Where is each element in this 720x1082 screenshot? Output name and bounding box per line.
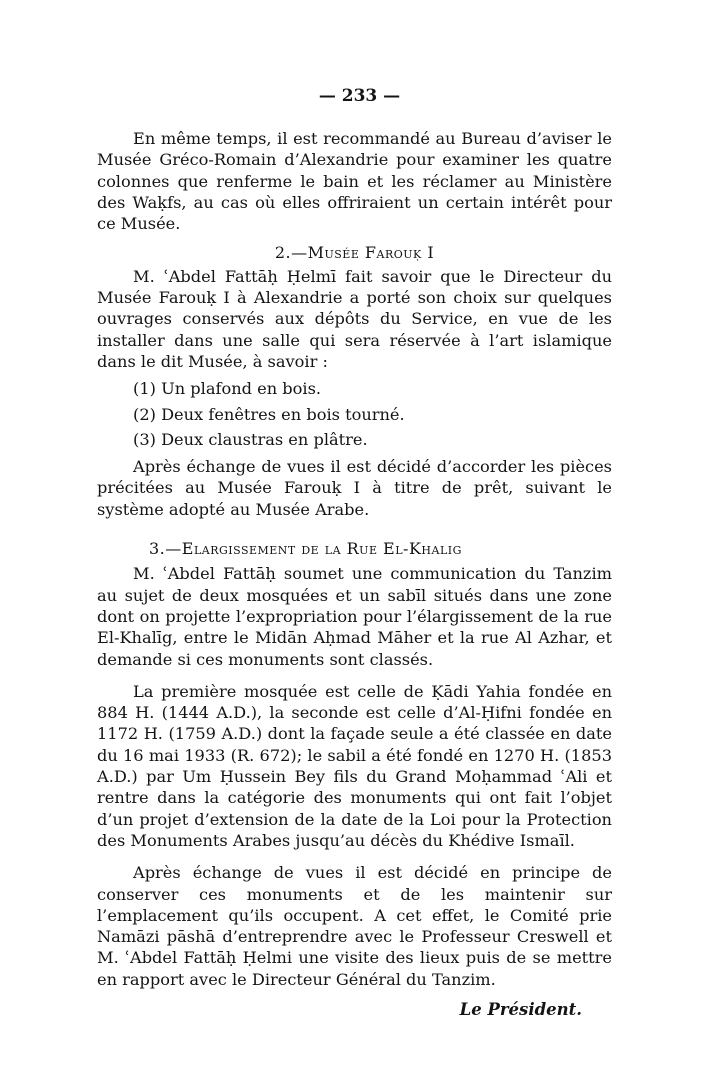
list-item-1: (1) Un plafond en bois. — [133, 379, 322, 399]
paragraph-khalig-decision: Après échange de vues il est décidé en principe de conserver ces monuments et de les maintenir sur l’emplacement qu’ils occupent. A cet effet, le Comité prie Namāzi pāshā d’entreprendre avec le Professeur Creswell et M. ʿAbdel Fattāḥ Ḥelmi une visite des lieux puis de se mettre en rapport avec le Directeur Général du Tanzim. — [97, 863, 612, 989]
paragraph-farouk-decision: Après échange de vues il est décidé d’accorder les pièces précitées au Musée Farouḳ I à titre de prêt, suivant le système adopté au Musée Arabe. — [97, 457, 612, 519]
paragraph-farouk-request: M. ʿAbdel Fattāḥ Ḥelmī fait savoir que le Directeur du Musée Farouḳ I à Alexandrie a porté son choix sur quelques ouvrages conservés aux dépôts du Service, en vue de les installer dans une salle qui sera réservée à l’art islamique dans le dit Musée, à savoir : — [97, 266, 612, 371]
document-page — [97, 86, 612, 1019]
list-item-2: (2) Deux fenêtres en bois tourné. — [133, 404, 405, 424]
page-number: — 233 — — [318, 86, 401, 106]
paragraph-khalig-mosques: La première mosquée est celle de Ḳādi Yahia fondée en 884 H. (1444 A.D.), la seconde est celle d’Al-Ḥifni fondée en 1172 H. (1759 A.D.) dont la façade seule a été classée en date du 16 mai 1933 (R. 672); le sabil a été fondé en 1270 H. (1853 A.D.) par Um Ḥussein Bey fils du Grand Moḥammad ʿAli et rentre dans la catégorie des monuments qui ont fait l’objet d’un projet d’extension de la date de la Loi pour la Protection des Monuments Arabes jusqu’au décès du Khédive Ismaīl. — [97, 681, 612, 850]
section-heading-musee-farouk: 2.—Musée Farouḳ I — [274, 243, 435, 263]
paragraph-khalig-communication: M. ʿAbdel Fattāḥ soumet une communication du Tanzim au sujet de deux mosquées et un sabīl situés dans une zone dont on projette l’expropriation pour l’élargissement de la rue El-Khalīg, entre le Midān Aḥmad Māher et la rue Al Azhar, et demande si ces monuments sont classés. — [97, 564, 612, 669]
section-heading-rue-el-khalig: 3.—Elargissement de la Rue El-Khalig — [149, 539, 462, 559]
list-item-3: (3) Deux claustras en plâtre. — [133, 429, 368, 449]
signature: Le Président. — [459, 999, 582, 1019]
paragraph-intro: En même temps, il est recommandé au Bureau d’aviser le Musée Gréco-Romain d’Alexandrie pour examiner les quatre colonnes que renferme le bain et les réclamer au Ministère des Waḳfs, au cas où elles offriraient un certain intérêt pour ce Musée. — [97, 129, 612, 234]
